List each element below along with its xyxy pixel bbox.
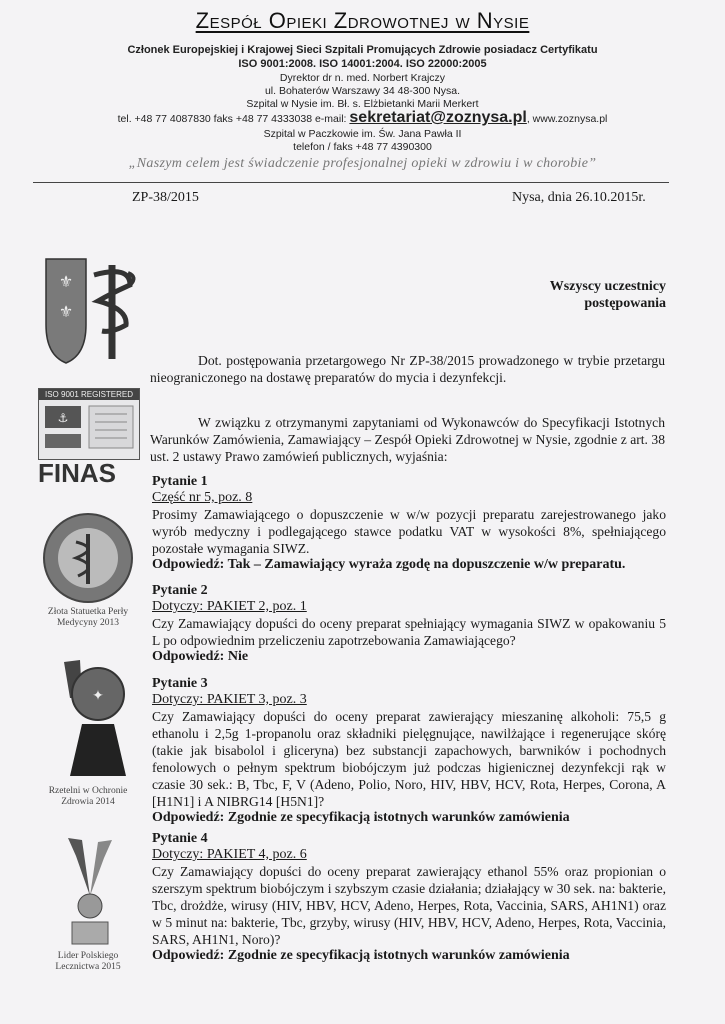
addressee-line-1: Wszyscy uczestnicy (549, 279, 666, 294)
email-link[interactable]: sekretariat@zoznysa.pl (349, 109, 527, 126)
award-caption-3-line-2: Lecznictwa 2015 (55, 962, 121, 972)
motto: „Naszym celem jest świadczenie profesjonalnej opieki w zdrowiu i w chorobie” (128, 156, 597, 171)
award-caption-1-line-2: Medycyny 2013 (56, 618, 119, 628)
addressee-line-2: postępowania (584, 296, 666, 311)
question-body: Prosimy Zamawiającego o dopuszczenie w w/w pozycji preparatu zarejestrowanego jako wyrób medyczny i podlegającego stawce podatku VAT w wysokości 8%, spełniającego pozostałe wymagania SIWZ. (152, 507, 666, 556)
question-answer: Odpowiedź: Zgodnie ze specyfikacją istotnych warunków zamówienia (152, 810, 570, 825)
question-reference: Dotyczy: PAKIET 2, poz. 1 (152, 599, 307, 614)
award-caption-2-line-2: Zdrowia 2014 (61, 797, 115, 807)
question-answer: Odpowiedź: Zgodnie ze specyfikacją istotnych warunków zamówienia (152, 948, 570, 963)
website-link[interactable]: , www.zoznysa.pl (526, 113, 608, 125)
award-caption-3-line-1: Lider Polskiego (57, 951, 119, 961)
header-director-line: Dyrektor dr n. med. Norbert Krajczy (279, 72, 446, 84)
question-title: Pytanie 1 (152, 474, 208, 489)
contact-phone-fax: tel. +48 77 4087830 faks +48 77 4333038 e-mail: (117, 113, 347, 125)
award-trophy-icon (62, 836, 118, 946)
header-contact-line (0, 111, 725, 126)
svg-text:⚜: ⚜ (58, 272, 74, 291)
letter-subject: Dot. postępowania przetargowego Nr ZP-38/2015 prowadzonego w trybie przetargu nieograniczonego na dostawę preparatów do mycia i dezynfekcji. (150, 353, 665, 385)
award-caption-2-line-1: Rzetelni w Ochronie (48, 786, 128, 796)
question-4 (152, 831, 666, 964)
svg-text:⚜: ⚜ (58, 302, 74, 321)
hospital-emblem-icon (42, 255, 142, 367)
question-body: Czy Zamawiający dopuści do oceny preparat zawierający mieszaninę alkoholi: 75,5 g ethanolu i 2,5g 1-propanolu oraz składniki pielęgnujące, nawilżające i regenerujące skórę (takie jak bisabolol i gliceryna) bez substancji zapachowych, barwników i pochodnych fenolowych o pełnym spektrum biobójczym już podczas higienicznej dezynfekcji rąk w czasie 30 sek.: B, Tbc, F, V (Adeno, Polio, Noro, HIV, HBV, HCV, Rota, Herpes, Corona, A [H1N1] i A NIBRG14 [H5N1]? (152, 709, 666, 809)
question-title: Pytanie 2 (152, 583, 208, 598)
place-and-date: Nysa, dnia 26.10.2015r. (512, 190, 646, 205)
header-address-line: ul. Bohaterów Warszawy 34 48-300 Nysa. (264, 85, 461, 97)
question-title: Pytanie 3 (152, 676, 208, 691)
iso-badge-label: ISO 9001 REGISTERED (39, 389, 139, 400)
question-body: Czy Zamawiający dopuści do oceny preparat spełniający wymagania SIWZ w opakowaniu 5 L po odpowiednim przeliczeniu zapotrzebowania Zamawiającego? (152, 616, 666, 648)
header-phone-line: telefon / faks +48 77 4390300 (293, 141, 432, 153)
header-iso-line: ISO 9001:2008. ISO 14001:2004. ISO 22000:2005 (238, 58, 487, 70)
award-statuette-icon (60, 658, 132, 780)
document-reference: ZP-38/2015 (132, 190, 199, 205)
question-reference: Dotyczy: PAKIET 3, poz. 3 (152, 692, 307, 707)
header-hospital-line: Szpital w Nysie im. Bł. s. Elżbietanki Marii Merkert (246, 98, 479, 110)
question-answer: Odpowiedź: Nie (152, 649, 249, 664)
award-seal-icon (42, 512, 134, 604)
iso-certificate-badge (38, 388, 140, 460)
question-2 (152, 583, 666, 665)
letter-intro: W związku z otrzymanymi zapytaniami od Wykonawców do Specyfikacji Istotnych Warunków Zamówienia, Zamawiający – Zespół Opieki Zdrowotnej w Nysie, zgodnie z art. 38 ust. 2 ustawy Prawo zamówień publicznych, wyjaśnia: (150, 415, 665, 464)
header-membership-line: Członek Europejskiej i Krajowej Sieci Szpitali Promujących Zdrowie posiadacz Certyfikatu (127, 44, 598, 56)
question-reference: Część nr 5, poz. 8 (152, 490, 253, 505)
question-1 (152, 474, 666, 573)
question-body: Czy Zamawiający dopuści do oceny preparat zawierający ethanol 55% oraz propionian o szerszym spektrum biobójczym i szybszym czasie działania; działający w 30 sek. na: bakterie, Tbc, drożdże, wirusy (HIV, HBV, HCV, Adeno, Herpes, Rota, Vaccinia, SARS, AH1N1) oraz w 5 minut na: bakterie, Tbc, grzyby, wirusy (HIV, HBV, HCV, Adeno, Herpes, Rota, Vaccinia, SARS, AH1N1, Noro)? (152, 864, 666, 947)
question-3 (152, 676, 666, 826)
award-caption-1-line-1: Złota Statuetka Perły (47, 607, 129, 617)
question-answer: Odpowiedź: Tak – Zamawiający wyraża zgodę na dopuszczenie w/w preparatu. (152, 557, 626, 572)
svg-text:✦: ✦ (92, 688, 104, 704)
question-reference: Dotyczy: PAKIET 4, poz. 6 (152, 847, 307, 862)
question-title: Pytanie 4 (152, 831, 208, 846)
header-second-hospital-line: Szpital w Paczkowie im. Św. Jana Pawła II (263, 128, 462, 140)
finas-logo: FINAS (38, 458, 116, 488)
certification-marks-icon (39, 400, 139, 456)
institution-title: Zespół Opieki Zdrowotnej w Nysie (195, 8, 530, 33)
svg-text:⚓: ⚓ (57, 411, 69, 425)
header-divider (33, 182, 669, 183)
